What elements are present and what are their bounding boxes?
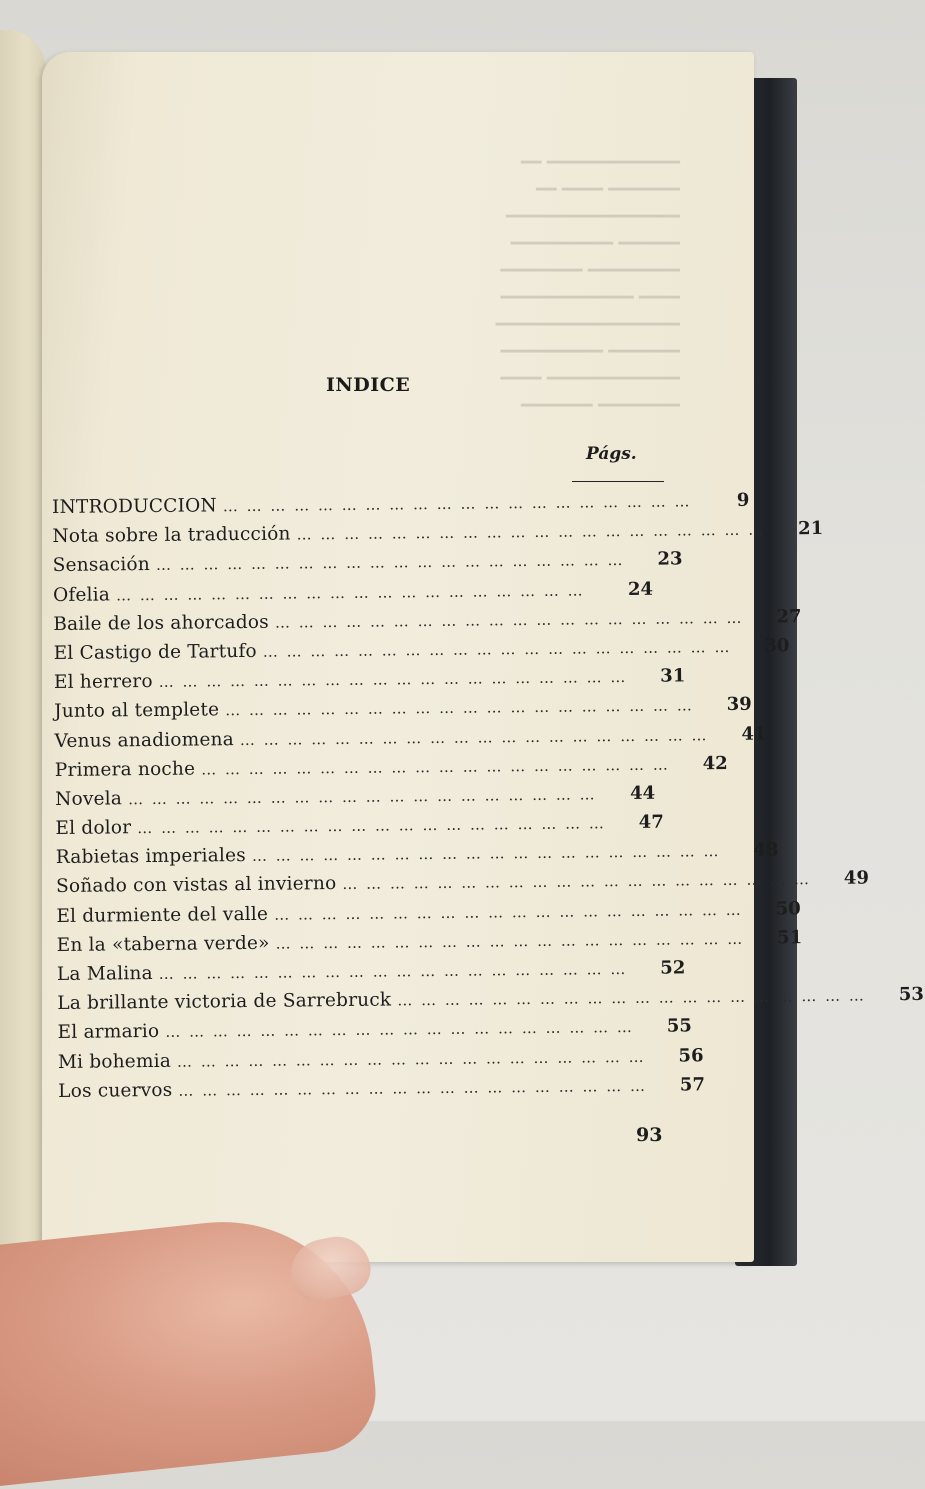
dot-leader: … … … … … … … … … … … … … … … … … … … … — [296, 520, 766, 544]
toc-entry-title: Ofelia — [52, 583, 111, 606]
toc-entry-title: Sensación — [52, 554, 151, 577]
toc-entry-title: El Castigo de Tartufo — [53, 640, 257, 664]
toc-entry-page: 24 — [627, 578, 654, 600]
toc-entry-title: Venus anadiomena — [54, 728, 234, 752]
dot-leader: … … … … … … … … … … … … … … … … … … … … — [274, 900, 743, 924]
toc-entry-page: 55 — [666, 1015, 692, 1037]
dot-leader: … … … … … … … … … … … … … … … … … … … … — [127, 785, 597, 809]
dot-leader: … … … … … … … … … … … … … … … … … … … … — [165, 1018, 634, 1042]
toc-entry-title: En la «taberna verde» — [56, 932, 270, 956]
toc-entry-title: Novela — [55, 788, 123, 810]
dot-leader: … … … … … … … … … … … … … … … … … … … … — [262, 637, 732, 661]
dot-leader: … … … … … … … … … … … … … … … … … … … … — [158, 668, 628, 692]
toc-entry-page: 56 — [678, 1044, 704, 1067]
table-of-contents — [52, 489, 924, 1110]
dot-leader: … … … … … … … … … … … … … … … … … … … … — [342, 870, 812, 894]
pages-column-rule — [572, 481, 664, 482]
toc-entry-page: 9 — [736, 489, 750, 511]
toc-entry-title: Baile de los ahorcados — [53, 611, 270, 635]
toc-entry-page: 51 — [776, 926, 803, 949]
facing-page-edge — [0, 30, 46, 1280]
toc-entry-page: 47 — [638, 811, 664, 833]
toc-entry-page: 52 — [660, 957, 686, 979]
page-number: 93 — [636, 1124, 663, 1146]
toc-entry-title: INTRODUCCION — [52, 495, 217, 518]
toc-entry-title: Primera noche — [54, 758, 196, 781]
toc-entry-page: 39 — [726, 693, 752, 716]
toc-entry-page: 53 — [898, 984, 924, 1006]
index-heading: INDICE — [326, 374, 411, 396]
dot-leader: … … … … … … … … … … … … … … … … … … … … — [397, 986, 866, 1010]
dot-leader: … … … … … … … … … … … … … … … … … … … … — [275, 929, 745, 953]
toc-entry-page: 44 — [629, 782, 656, 804]
toc-entry-title: El herrero — [53, 671, 153, 694]
toc-entry-page: 27 — [776, 605, 802, 628]
toc-entry-title: La Malina — [56, 962, 153, 985]
toc-entry-title: Rabietas imperiales — [55, 845, 247, 869]
dot-leader: … … … … … … … … … … … … … … … … … … … … — [201, 755, 670, 779]
toc-entry-page: 23 — [657, 548, 683, 571]
toc-entry-title: El durmiente del valle — [56, 903, 269, 927]
toc-entry-title: Los cuervos — [58, 1079, 173, 1102]
dot-leader: … … … … … … … … … … … … … … … … … … … … — [178, 1076, 648, 1100]
dot-leader: … … … … … … … … … … … … … … … … … … … … — [137, 814, 606, 838]
dot-leader: … … … … … … … … … … … … … … … … … … … … — [158, 960, 628, 983]
dot-leader: … … … … … … … … … … … … … … … … … … … … — [155, 551, 625, 575]
toc-entry-page: 30 — [764, 635, 790, 657]
toc-entry-page: 57 — [679, 1073, 706, 1096]
toc-entry-title: La brillante victoria de Sarrebruck — [57, 989, 392, 1015]
toc-entry-title: Soñado con vistas al invierno — [55, 873, 337, 898]
toc-entry-page: 48 — [753, 839, 779, 861]
toc-entry-page: 49 — [843, 867, 870, 890]
toc-entry-title: Mi bohemia — [57, 1050, 172, 1073]
dot-leader: … … … … … … … … … … … … … … … … … … … … — [176, 1047, 646, 1071]
toc-entry-title: Junto al templete — [54, 699, 220, 723]
toc-entry-page: 50 — [775, 897, 801, 920]
dot-leader: … … … … … … … … … … … … … … … … … … … … — [239, 725, 709, 749]
dot-leader: … … … … … … … … … … … … … … … … … … … … — [225, 696, 694, 720]
toc-entry-page: 21 — [797, 518, 824, 540]
dot-leader: … … … … … … … … … … … … … … … … … … … … — [115, 580, 585, 604]
toc-entry-page: 42 — [702, 752, 728, 774]
toc-entry-page: 41 — [741, 723, 767, 745]
toc-entry-title: El dolor — [55, 817, 132, 840]
dot-leader: … … … … … … … … … … … … … … … … … … … … — [251, 842, 721, 866]
toc-entry-title: Nota sobre la traducción — [52, 523, 291, 548]
pages-column-label: Págs. — [586, 444, 637, 464]
dot-leader: … … … … … … … … … … … … … … … … … … … … — [274, 608, 744, 632]
dot-leader: … … … … … … … … … … … … … … … … … … … … — [222, 492, 692, 516]
toc-entry-page: 31 — [660, 665, 686, 687]
toc-entry-title: El armario — [57, 1021, 160, 1044]
